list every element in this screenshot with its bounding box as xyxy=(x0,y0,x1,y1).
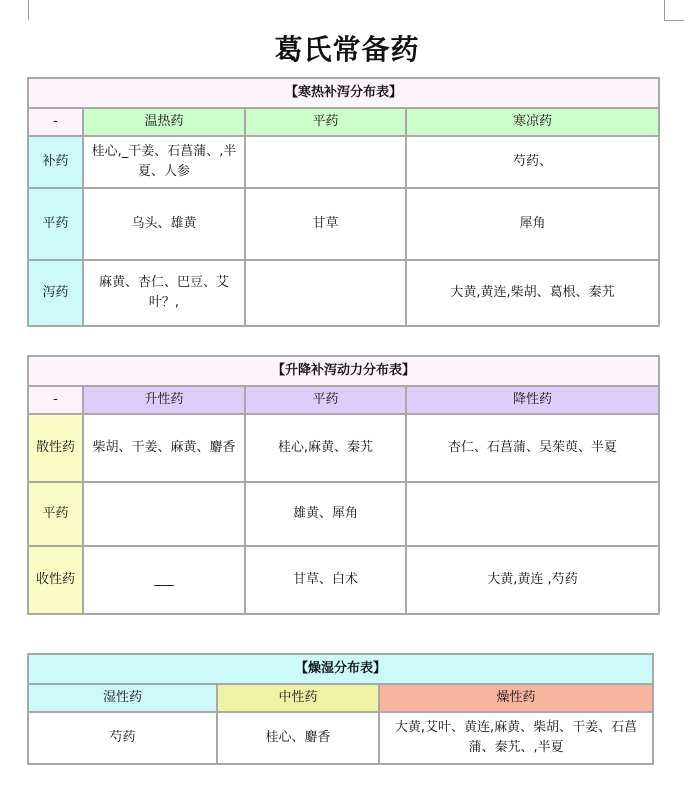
row-label: 平药 xyxy=(28,482,83,546)
column-header: 降性药 xyxy=(406,386,659,414)
document-title: 葛氏常备药 xyxy=(274,33,420,66)
table-cell: 大黄,黄连,柴胡、葛根、秦艽 xyxy=(406,260,659,326)
corner-cell: - xyxy=(28,108,83,136)
table-cell xyxy=(245,136,406,188)
column-header: 温热药 xyxy=(83,108,245,136)
column-header: 寒凉药 xyxy=(406,108,659,136)
column-header: 升性药 xyxy=(83,386,245,414)
table-cold-heat xyxy=(27,77,660,327)
table-cell: 大黄,黄连 ,芍药 xyxy=(406,546,659,614)
table-cell xyxy=(406,482,659,546)
table-cell: 雄黄、犀角 xyxy=(245,482,406,546)
table-cell: 犀角 xyxy=(406,188,659,260)
table-cell: 甘草、白术 xyxy=(245,546,406,614)
table-dry-wet xyxy=(27,653,654,765)
table-cell: 芍药 xyxy=(28,712,217,764)
row-label: 散性药 xyxy=(28,414,83,482)
table-cell: 柴胡、干姜、麻黄、麝香 xyxy=(83,414,245,482)
table-caption: 【升降补泻动力分布表】 xyxy=(28,356,659,386)
corner-cell: - xyxy=(28,386,83,414)
crop-mark-left xyxy=(28,0,29,20)
table-cell xyxy=(245,260,406,326)
table-cell: 麻黄、杏仁、巴豆、艾叶？, xyxy=(83,260,245,326)
table-cell: ___ xyxy=(83,546,245,614)
row-label: 收性药 xyxy=(28,546,83,614)
table-caption: 【寒热补泻分布表】 xyxy=(28,78,659,108)
column-header: 平药 xyxy=(245,108,406,136)
table-caption: 【燥湿分布表】 xyxy=(28,654,653,684)
row-label: 平药 xyxy=(28,188,83,260)
column-header: 中性药 xyxy=(217,684,379,712)
table-cell: 桂心,麻黄、秦艽 xyxy=(245,414,406,482)
table-cell: 杏仁、石菖蒲、吴茱萸、半夏 xyxy=(406,414,659,482)
table-cell: 乌头、雄黄 xyxy=(83,188,245,260)
column-header: 燥性药 xyxy=(379,684,653,712)
row-label: 补药 xyxy=(28,136,83,188)
table-cell: 大黄,艾叶、黄连,麻黄、柴胡、干姜、石菖蒲、秦艽、,半夏 xyxy=(379,712,653,764)
crop-mark-right xyxy=(664,0,665,20)
table-cell: 芍药、 xyxy=(406,136,659,188)
table-cell xyxy=(83,482,245,546)
column-header: 湿性药 xyxy=(28,684,217,712)
table-cell: 桂心、麝香 xyxy=(217,712,379,764)
table-cell: 桂心,_干姜、石菖蒲、,半夏、人参 xyxy=(83,136,245,188)
crop-mark-right-horizontal xyxy=(664,20,684,21)
table-rise-fall xyxy=(27,355,660,615)
table-cell: 甘草 xyxy=(245,188,406,260)
row-label: 泻药 xyxy=(28,260,83,326)
column-header: 平药 xyxy=(245,386,406,414)
